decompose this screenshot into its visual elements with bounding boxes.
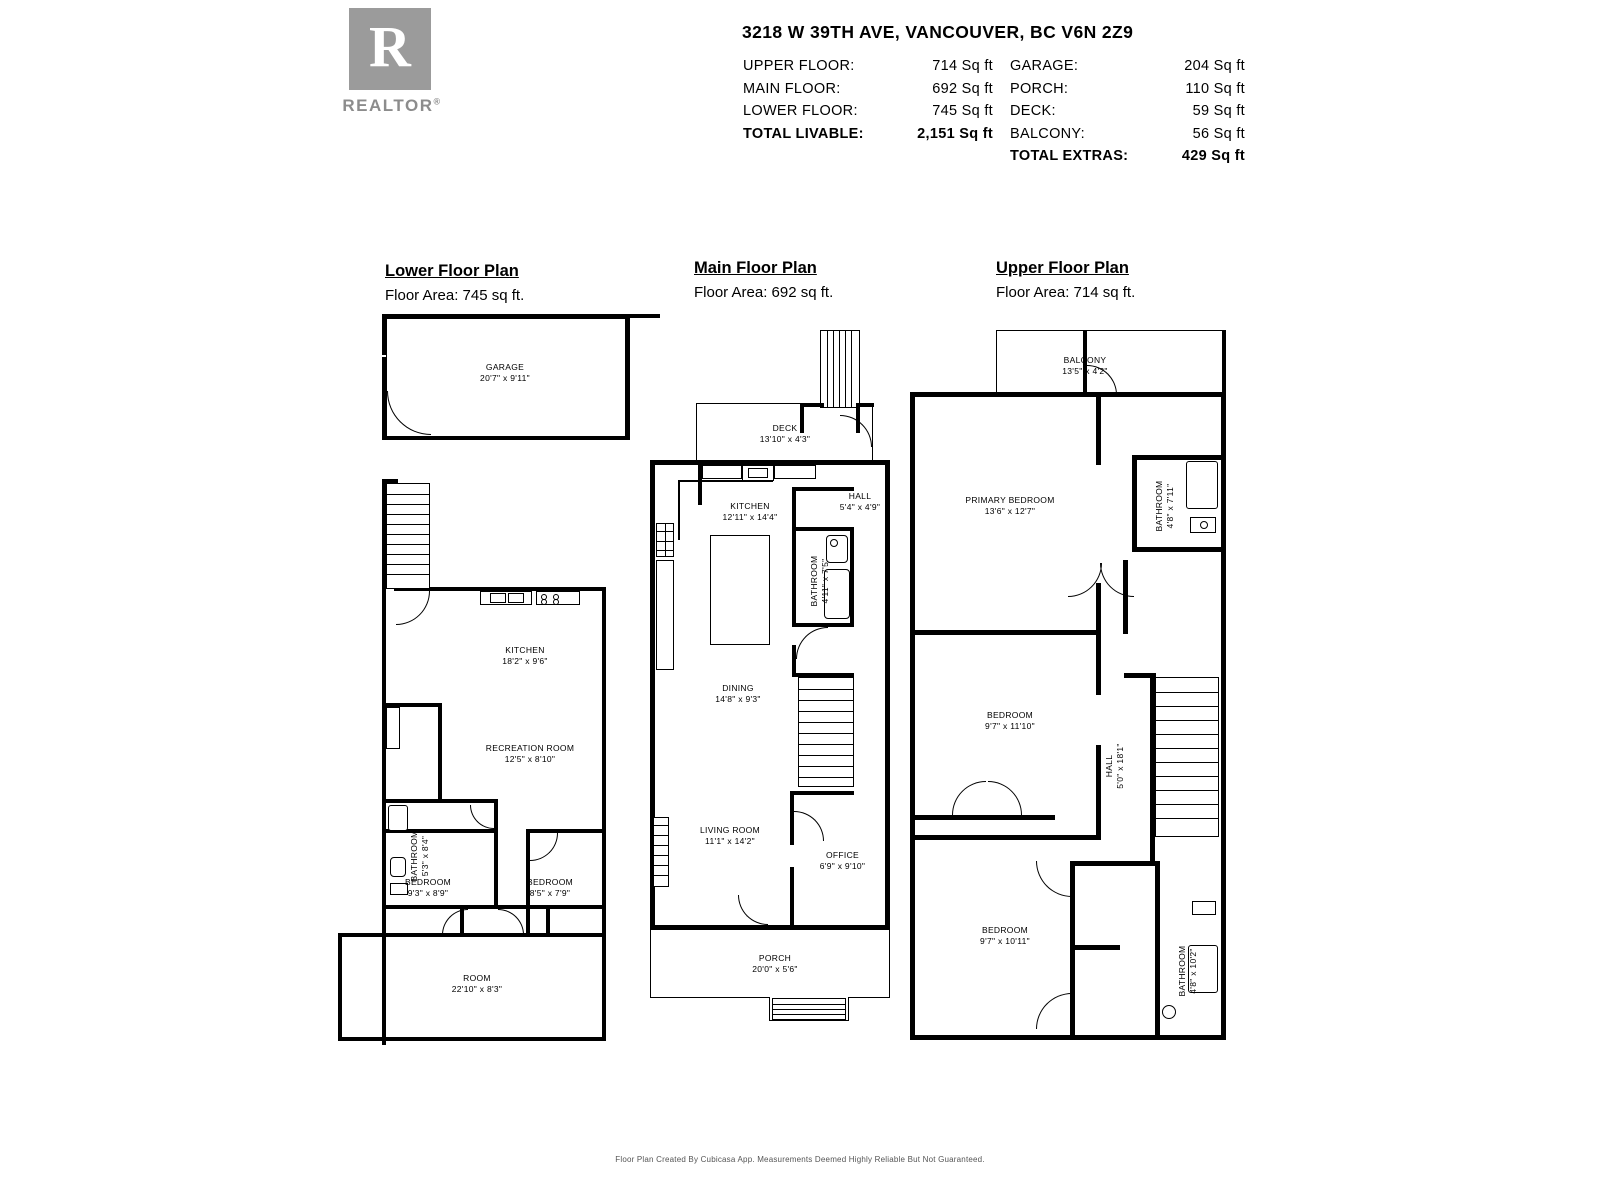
room-label-kitchen: KITCHEN 12'11" x 14'4" <box>722 501 778 522</box>
room-label-bedroom-3: BEDROOM 9'7" x 10'11" <box>980 925 1030 946</box>
stat-value: 59 Sq ft <box>1192 103 1245 119</box>
wall-inner <box>769 997 770 1021</box>
stat-label: MAIN FLOOR: <box>743 80 841 97</box>
wall-inner <box>386 318 387 436</box>
counter <box>774 465 816 479</box>
wall <box>1222 330 1226 396</box>
room-label-recreation-room: RECREATION ROOM 12'5" x 8'10" <box>485 743 575 764</box>
door-swing <box>470 805 494 829</box>
room-label-bedroom-1: BEDROOM 9'3" x 8'9" <box>404 877 452 898</box>
wall-inner <box>650 997 770 998</box>
wall-inner <box>625 318 626 436</box>
room-label-living-room: LIVING ROOM 11'1" x 14'2" <box>700 825 760 846</box>
stat-row <box>1010 126 1245 142</box>
door-swing <box>498 909 524 935</box>
wall-inner <box>696 403 804 404</box>
cabinets <box>656 560 674 670</box>
kitchen-island <box>710 535 770 645</box>
wall-inner <box>650 930 651 998</box>
wall <box>338 933 342 1041</box>
door-swing <box>442 909 468 935</box>
door-swing <box>1036 993 1072 1029</box>
realtor-logo <box>337 8 457 128</box>
wall <box>910 392 915 1040</box>
room-label-bathroom: BATHROOM 4'11" x 7'5" <box>809 555 830 607</box>
wall <box>494 905 606 909</box>
wall-gap <box>790 845 794 867</box>
wall <box>1123 560 1128 634</box>
realtor-wordmark: REALTOR® <box>342 96 442 115</box>
stat-value: 204 Sq ft <box>1184 58 1245 74</box>
toilet <box>1162 1005 1176 1019</box>
divider <box>665 523 666 557</box>
lower-plan-title: Lower Floor Plan <box>385 262 519 280</box>
counter <box>702 465 742 479</box>
wall <box>915 815 1055 820</box>
porch-steps <box>772 998 846 1020</box>
stat-row <box>1010 81 1245 97</box>
wall <box>1124 673 1156 678</box>
room-label-dining: DINING 14'8" x 9'3" <box>715 683 761 704</box>
room-label-hall: HALL 5'4" x 4'9" <box>839 491 881 512</box>
staircase <box>1155 677 1219 837</box>
sink <box>490 593 506 603</box>
wall <box>602 933 606 1041</box>
stat-row <box>743 103 993 119</box>
room-label-hall: HALL 5'0" x 18'1" <box>1104 743 1125 789</box>
wall-inner <box>848 997 849 1021</box>
area-stats-right <box>1010 58 1245 171</box>
wall-inner <box>996 330 1226 331</box>
area-stats-left <box>743 58 993 148</box>
wall <box>1155 861 1160 1037</box>
staircase <box>798 677 854 787</box>
door-swing <box>1100 563 1134 597</box>
upper-plan-area: Floor Area: 714 sq ft. <box>996 284 1136 301</box>
stat-value: 110 Sq ft <box>1185 80 1245 97</box>
room-label-garage: GARAGE 20'7" x 9'11" <box>480 362 530 383</box>
stat-label: BALCONY: <box>1010 125 1085 142</box>
wall <box>792 487 796 627</box>
dashed-line <box>678 480 773 482</box>
stat-label: TOTAL EXTRAS: <box>1010 148 1129 164</box>
wall <box>438 799 498 803</box>
lower-plan-area: Floor Area: 745 sq ft. <box>385 287 525 304</box>
stat-value: 56 Sq ft <box>1192 125 1245 142</box>
wall <box>386 799 442 803</box>
toilet-bowl <box>830 539 838 547</box>
wall <box>526 909 530 933</box>
bathtub <box>1186 461 1218 509</box>
stat-value: 745 Sq ft <box>932 103 993 119</box>
wall <box>850 531 854 627</box>
door-swing <box>396 591 430 625</box>
room-label-primary-bedroom: PRIMARY BEDROOM 13'6" x 12'7" <box>965 495 1055 516</box>
stat-value: 692 Sq ft <box>932 80 993 97</box>
wall <box>438 703 442 803</box>
bathtub <box>388 805 408 831</box>
dashed-line <box>678 480 680 540</box>
room-label-bathroom: BATHROOM 5'3" x 8'4" <box>409 830 430 882</box>
stat-label: TOTAL LIVABLE: <box>743 125 864 142</box>
realtor-logo-letter: R <box>369 14 411 79</box>
wall <box>338 1037 606 1041</box>
door-swing <box>796 627 828 659</box>
room-label-kitchen: KITCHEN 18'2" x 9'6" <box>502 645 548 666</box>
realtor-logo-mark <box>349 8 431 90</box>
door-swing <box>988 781 1022 815</box>
staircase <box>386 483 430 589</box>
door-swing <box>738 895 768 925</box>
wall <box>1132 547 1222 552</box>
wall <box>790 791 854 795</box>
stat-label: UPPER FLOOR: <box>743 58 855 74</box>
wall <box>546 909 550 933</box>
wall-inner <box>872 403 873 461</box>
wall-inner <box>889 930 890 998</box>
wall-gap <box>382 355 386 357</box>
footer-note: Floor Plan Created By Cubicasa App. Measurements Deemed Highly Reliable But Not Guaranteed. <box>615 1155 985 1164</box>
wall <box>650 925 890 930</box>
door-swing <box>387 391 431 435</box>
stat-row-total <box>743 126 993 142</box>
stat-row <box>743 81 993 97</box>
wall <box>338 933 606 937</box>
room-label-bathroom: BATHROOM 4'8" x 10'2" <box>1177 945 1198 997</box>
door-swing <box>530 833 558 861</box>
stat-row <box>1010 58 1245 74</box>
wall-inner <box>996 330 997 396</box>
room-label-bedroom-2: BEDROOM 9'7" x 11'10" <box>985 710 1035 731</box>
wall <box>386 905 498 909</box>
main-floor-plan <box>640 305 910 1035</box>
wall <box>1132 455 1222 460</box>
divider <box>653 825 669 826</box>
room-label-room: ROOM 22'10" x 8'3" <box>451 973 503 994</box>
burner-icon <box>541 599 547 605</box>
cabinet <box>386 707 400 749</box>
wall <box>910 392 1226 397</box>
wall <box>1070 945 1120 950</box>
divider <box>653 865 669 866</box>
divider <box>653 855 669 856</box>
main-plan-title: Main Floor Plan <box>694 259 817 277</box>
stat-row <box>743 58 993 74</box>
stat-row-total <box>1010 148 1245 164</box>
fireplace <box>653 817 669 887</box>
wall <box>1070 861 1160 866</box>
sink-basin <box>1200 521 1208 529</box>
sink <box>508 593 524 603</box>
counter <box>480 591 532 605</box>
divider <box>653 875 669 876</box>
stat-label: GARAGE: <box>1010 58 1079 74</box>
stat-label: PORCH: <box>1010 80 1069 97</box>
divider <box>653 835 669 836</box>
page-title: 3218 W 39TH AVE, VANCOUVER, BC V6N 2Z9 <box>742 22 1134 42</box>
upper-plan-title: Upper Floor Plan <box>996 259 1129 277</box>
stat-value: 429 Sq ft <box>1181 148 1245 164</box>
divider <box>653 845 669 846</box>
header <box>0 0 1600 180</box>
wall <box>910 1035 1226 1040</box>
room-label-deck: DECK 13'10" x 4'3" <box>759 423 811 444</box>
stat-row <box>1010 103 1245 119</box>
room-label-ensuite-bathroom: BATHROOM 4'8" x 7'11" <box>1154 480 1175 532</box>
door-swing <box>840 415 872 447</box>
wall <box>382 1041 386 1045</box>
wall-inner <box>769 1020 849 1021</box>
wall-inner <box>696 403 697 461</box>
lower-floor-plan <box>330 305 630 1045</box>
wall <box>626 314 630 440</box>
door-swing <box>952 781 986 815</box>
wall <box>382 436 630 440</box>
staircase-top <box>820 330 860 408</box>
door-swing <box>794 811 824 841</box>
wall <box>915 630 1101 635</box>
room-label-bedroom-2: BEDROOM 8'5" x 7'9" <box>526 877 574 898</box>
wall-gap <box>1096 695 1101 745</box>
stat-label: LOWER FLOOR: <box>743 103 858 119</box>
sink-basin <box>748 468 768 478</box>
stat-label: DECK: <box>1010 103 1056 119</box>
stat-value: 714 Sq ft <box>932 58 993 74</box>
toilet <box>390 857 406 877</box>
room-label-balcony: BALCONY 13'5" x 4'2" <box>1062 355 1108 376</box>
wall <box>1221 392 1226 1040</box>
wall <box>1132 455 1137 551</box>
wall <box>915 835 1101 840</box>
wall-inner <box>848 997 890 998</box>
room-label-office: OFFICE 6'9" x 9'10" <box>819 850 866 871</box>
room-label-porch: PORCH 20'0" x 5'6" <box>752 953 798 974</box>
stat-value: 2,151 Sq ft <box>917 125 993 142</box>
door-swing <box>1036 861 1072 897</box>
upper-floor-plan <box>900 305 1240 1045</box>
wall-inner <box>386 318 626 319</box>
main-plan-area: Floor Area: 692 sq ft. <box>694 284 834 301</box>
burner-icon <box>553 599 559 605</box>
